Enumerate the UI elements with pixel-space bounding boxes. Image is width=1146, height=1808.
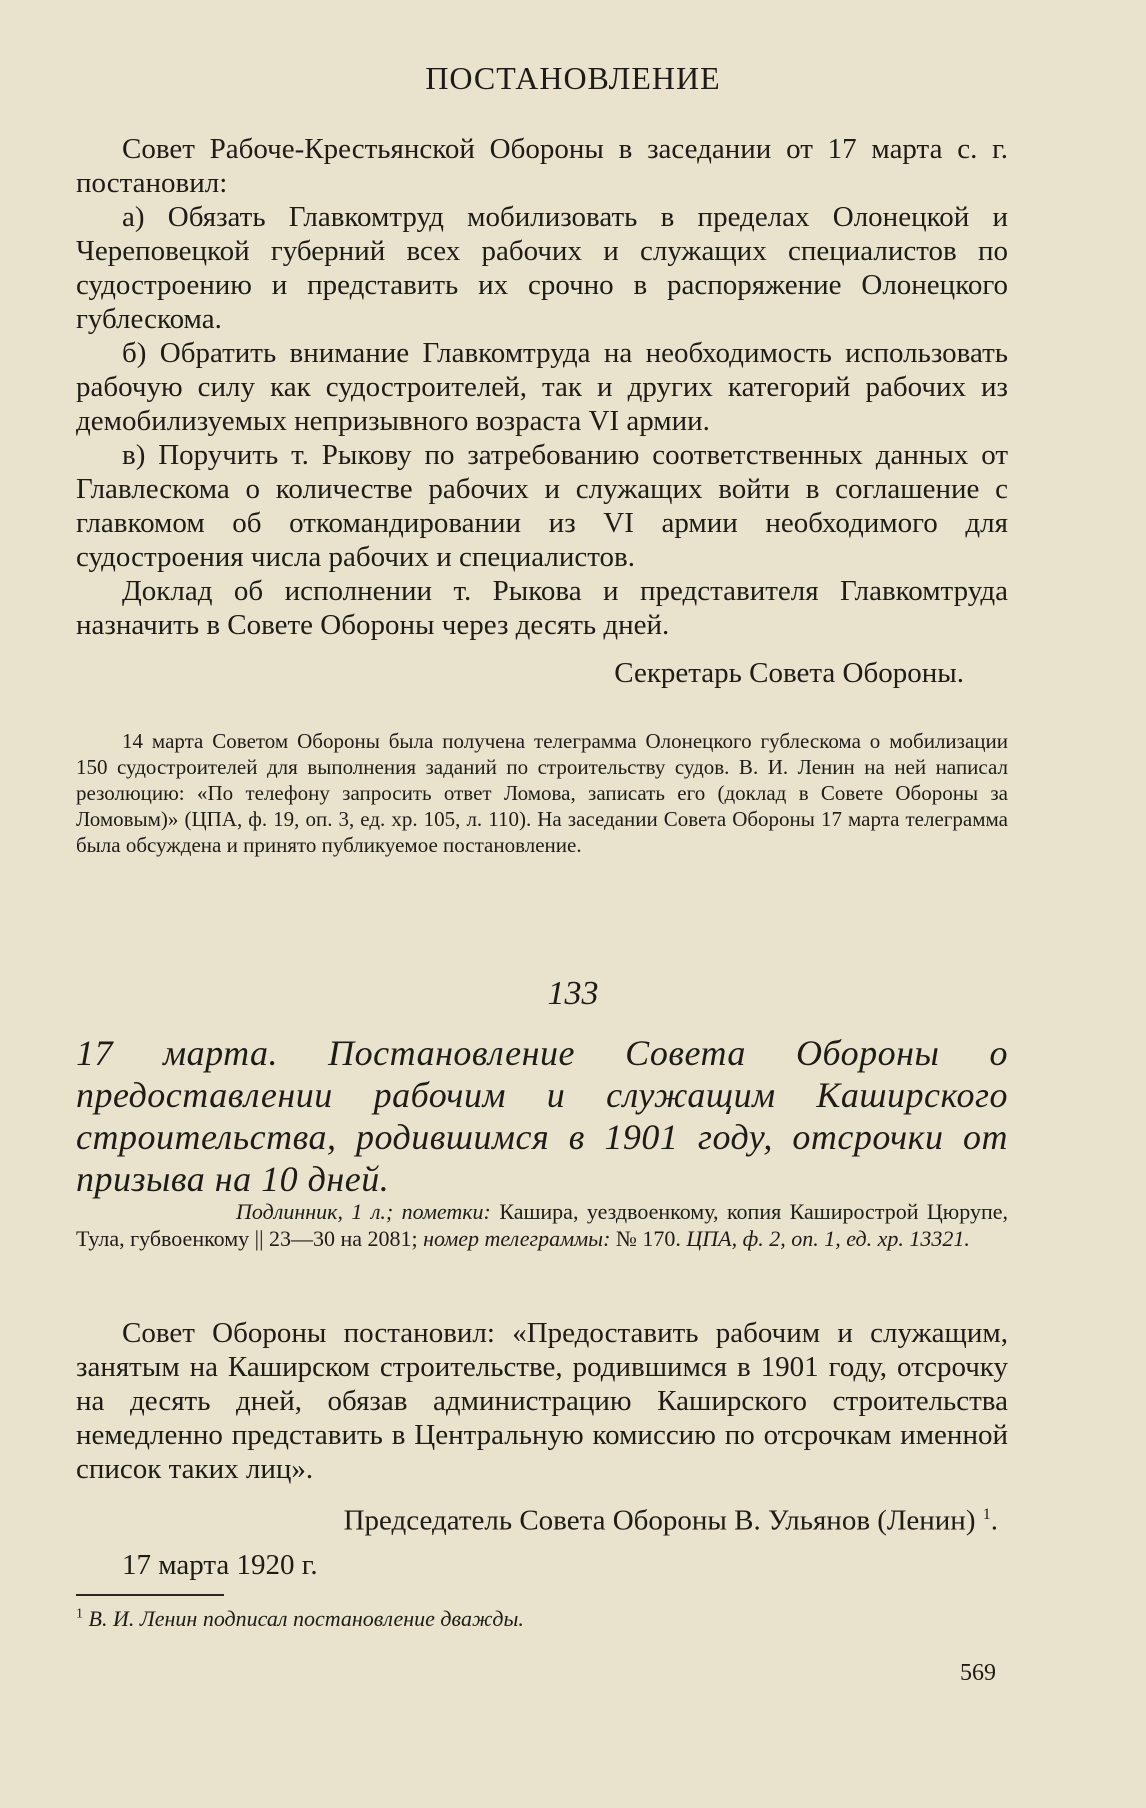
chairman-signature-text: Председатель Совета Обороны В. Ульянов (Ленин) [343,1504,976,1537]
source-text-2: № 170. [610,1226,687,1251]
editorial-note [76,728,1008,858]
footnote-mark: 1 [76,1606,83,1622]
item-c: в) Поручить т. Рыкову по затребованию соответственных данных от Главлескома о количестве рабочих и служащих войти в соглашение с главкомом об откомандировании из VI армии необходимого для судостроения числа рабочих и специалистов. [76,439,1008,573]
item-b: б) Обратить внимание Главкомтруда на необходимость использовать рабочую силу как судостроителей, так и других категорий рабочих из демобилизуемых непризывного возраста VI армии. [76,337,1008,437]
resolution-body [76,132,1008,690]
source-archive: ЦПА, ф. 2, оп. 1, ед. хр. 13321. [686,1226,970,1251]
page-number: 569 [960,1660,996,1686]
intro-paragraph: Совет Рабоче-Крестьянской Обороны в заседании от 17 марта с. г. постановил: [76,133,1008,199]
document-date: 17 марта 1920 г. [122,1548,318,1581]
footnote-text: В. И. Ленин подписал постановление дважды. [88,1606,524,1631]
footnote [76,1606,524,1632]
secretary-signature: Секретарь Совета Обороны. [614,657,964,689]
note-text: 14 марта Советом Обороны была получена телеграмма Олонецкого гублескома о мобилизации 150 судостроителей для выполнения заданий по строительству судов. В. И. Ленин на ней написал резолюцию: «По телефону запросить ответ Ломова, записать его (доклад в Совете Обороны за Ломовым)» (ЦПА, ф. 19, оп. 3, ед. хр. 105, л. 110). На заседании Совета Обороны 17 марта телеграмма была обсуждена и принято публикуемое постановление. [76,729,1008,857]
source-text-1: Кашира, уездвоенкому, копия Каширострой Цюрупе, Тула, губвоенкому || 23—30 на 2081; [76,1199,1008,1251]
source-note [76,1198,1008,1252]
footnote-divider [76,1594,224,1596]
report-paragraph: Доклад об исполнении т. Рыкова и представителя Главкомтруда назначить в Совете Обороны через десять дней. [76,575,1008,641]
resolution-text: Совет Обороны постановил: «Предоставить рабочим и служащим, занятым на Каширском строительстве, родившимся в 1901 году, отсрочку на десять дней, обязав администрацию Каширского строительства немедленно представить в Центральную комиссию по отсрочкам именной список таких лиц». [76,1317,1008,1485]
source-label-2: номер телеграммы: [423,1226,611,1251]
document-heading-block [76,1032,1008,1200]
footnote-ref: 1 [982,1506,991,1523]
item-a: а) Обязать Главкомтруд мобилизовать в пределах Олонецкой и Череповецкой губерний всех рабочих и служащих специалистов по судостроению и представить их срочно в распоряжение Олонецкого гублескома. [76,201,1008,335]
source-block [76,1198,1008,1252]
resolution-133 [76,1316,1008,1582]
document-number: 133 [547,975,599,1012]
source-label-1: Подлинник, 1 л.; пометки: [236,1199,491,1224]
page-title: ПОСТАНОВЛЕНИЕ [425,60,721,96]
chairman-signature: Председатель Совета Обороны В. Ульянов (Ленин) $^1$. [343,1504,998,1537]
document-heading: 17 марта. Постановление Совета Обороны о предоставлении рабочим и служащим Каширского строительства, родившимся в 1901 году, отсрочки от призыва на 10 дней. [76,1033,1008,1199]
